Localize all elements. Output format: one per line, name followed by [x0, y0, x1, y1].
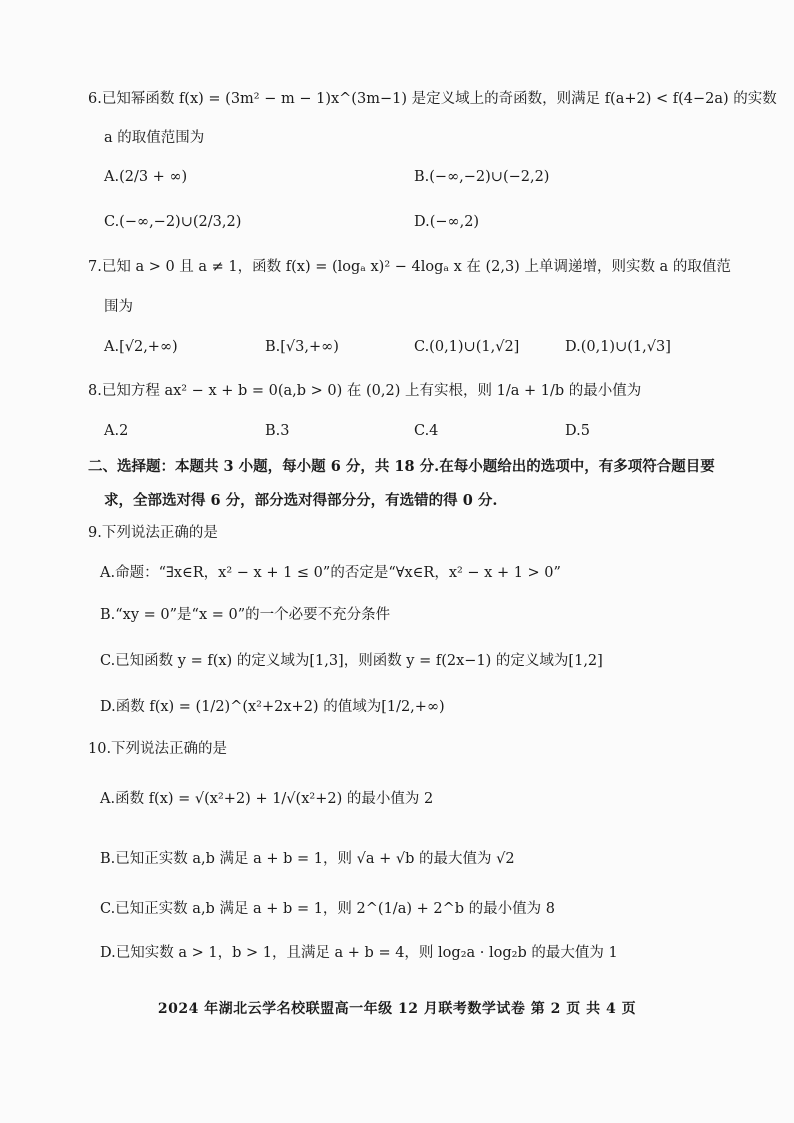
- q7-option-b: B.[√3,+∞): [265, 339, 339, 355]
- q8-stem-text: 8.已知方程 ax² − x + b = 0(a,b > 0) 在 (0,2) 上有实根，则 1/a + 1/b 的最小值为: [88, 383, 642, 399]
- q6-option-a: A.(2/3 + ∞): [104, 169, 188, 185]
- q6-stem-text: 6.已知幂函数 f(x) = (3m² − m − 1)x^(3m−1) 是定义域上的奇函数，则满足 f(a+2) < f(4−2a) 的实数: [88, 91, 777, 107]
- footer-text: 2024 年湖北云学名校联盟高一年级 12 月联考数学试卷 第 2 页 共 4 页: [157, 1001, 637, 1017]
- q9-option-b: B.“xy = 0”是“x = 0”的一个必要不充分条件: [100, 607, 391, 623]
- q9-option-d: D.函数 f(x) = (1/2)^(x²+2x+2) 的值域为[1/2,+∞): [100, 699, 445, 715]
- q9-option-c: C.已知函数 y = f(x) 的定义域为[1,3]，则函数 y = f(2x−1) 的定义域为[1,2]: [100, 653, 603, 669]
- q8-option-b: B.3: [265, 423, 290, 439]
- q8-option-a: A.2: [104, 423, 129, 439]
- q7-option-a: A.[√2,+∞): [104, 339, 178, 355]
- q6-option-d: D.(−∞,2): [414, 214, 480, 230]
- page-footer: [0, 998, 794, 1020]
- q9-option-a: A.命题：“∃x∈R，x² − x + 1 ≤ 0”的否定是“∀x∈R，x² − x + 1 > 0”: [100, 565, 561, 581]
- q10-option-c: C.已知正实数 a,b 满足 a + b = 1，则 2^(1/a) + 2^b 的最小值为 8: [100, 901, 555, 917]
- q10-option-b: B.已知正实数 a,b 满足 a + b = 1，则 √a + √b 的最大值为 √2: [100, 851, 515, 867]
- q6-stem-text-2: a 的取值范围为: [104, 130, 205, 146]
- section-2-instructions: 求，全部选对得 6 分，部分选对得部分分，有选错的得 0 分.: [104, 492, 498, 509]
- q6-option-c: C.(−∞,−2)∪(2/3,2): [104, 214, 242, 230]
- q9-stem-text: 9.下列说法正确的是: [88, 525, 218, 541]
- q10-option-d: D.已知实数 a > 1，b > 1，且满足 a + b = 4，则 log₂a · log₂b 的最大值为 1: [100, 945, 618, 961]
- q10-stem-text: 10.下列说法正确的是: [88, 741, 228, 757]
- q8-option-c: C.4: [414, 423, 439, 439]
- q6-option-b: B.(−∞,−2)∪(−2,2): [414, 169, 550, 185]
- q7-option-d: D.(0,1)∪(1,√3]: [565, 339, 671, 355]
- q7-option-c: C.(0,1)∪(1,√2]: [414, 339, 520, 355]
- q7-stem-text: 7.已知 a > 0 且 a ≠ 1，函数 f(x) = (logₐ x)² − 4logₐ x 在 (2,3) 上单调递增，则实数 a 的取值范: [88, 259, 731, 275]
- q7-stem-text-2: 围为: [104, 299, 133, 315]
- section-2-heading: 二、选择题：本题共 3 小题，每小题 6 分，共 18 分.在每小题给出的选项中，有多项符合题目要: [88, 458, 715, 475]
- q10-option-a: A.函数 f(x) = √(x²+2) + 1/√(x²+2) 的最小值为 2: [100, 791, 434, 807]
- q8-option-d: D.5: [565, 423, 590, 439]
